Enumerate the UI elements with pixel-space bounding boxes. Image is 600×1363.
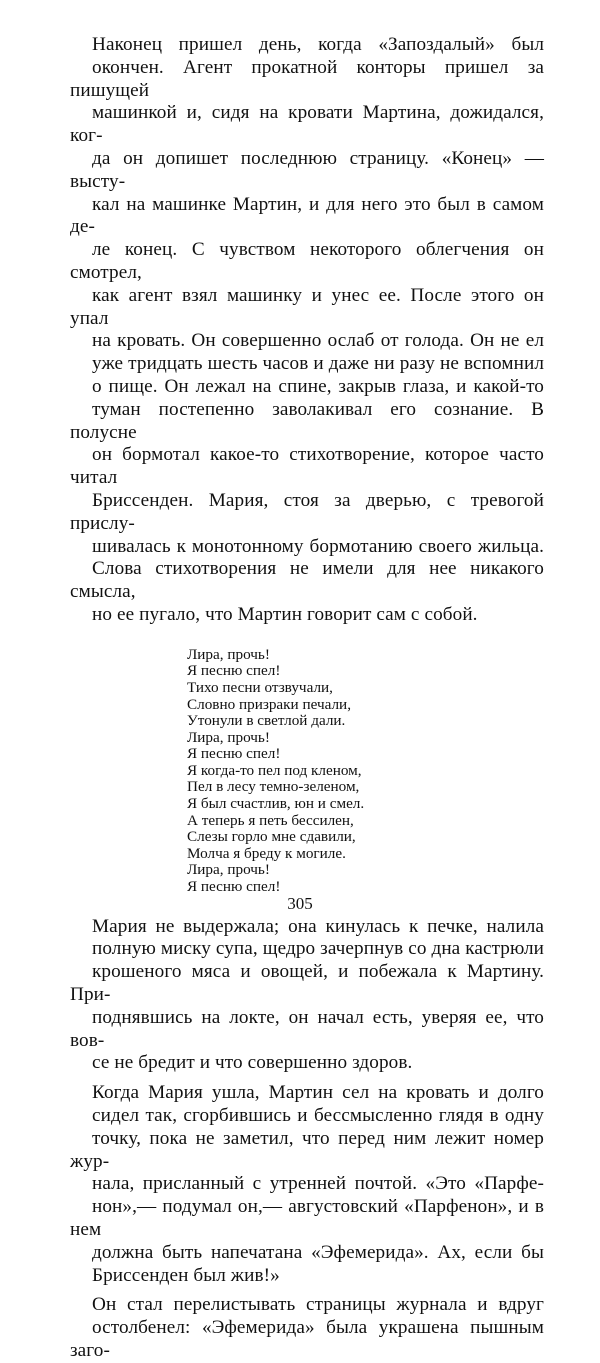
text-line: Наконец пришел день, когда «Запоздалый» был (92, 34, 544, 55)
text-line: на кровать. Он совершенно ослаб от голода. Он не ел (92, 330, 544, 352)
poem-line: Лира, прочь! (187, 645, 270, 663)
text-line: да он допишет последнюю страницу. «Конец» — высту- (70, 147, 544, 192)
poem-line: Я был счастлив, юн и смел. (187, 795, 365, 813)
text-line: полную миску супа, щедро зачерпнув со дна кастрюли (92, 938, 544, 960)
poem-line: Лира, прочь! (187, 861, 270, 879)
paragraph-2 (70, 916, 544, 1076)
text-line: Слова стихотворения не имели для нее никакого смысла, (70, 558, 544, 603)
text-line: окончен. Агент прокатной конторы пришел за пишущей (70, 56, 544, 101)
text-line: Бриссенден. Мария, стоя за дверью, с тревогой прислу- (70, 489, 544, 534)
text-line: нон»,— подумал он,— августовский «Парфенон», и в нем (70, 1196, 544, 1240)
poem-line: Молча я бреду к могиле. (187, 844, 346, 862)
text-line: уже тридцать шесть часов и даже ни разу не вспомнил (92, 353, 544, 375)
text-line: сидел так, сгорбившись и бессмысленно глядя в одну (92, 1105, 544, 1126)
text-line: как агент взял машинку и унес ее. После этого он упал (70, 284, 544, 329)
poem-line: Я песню спел! (187, 878, 281, 896)
text-line: кал на машинке Мартин, и для него это был в самом де- (70, 193, 544, 238)
poem-line: Пел в лесу темно-зеленом, (187, 778, 360, 796)
page-number: 305 (287, 894, 313, 913)
text-line: ле конец. С чувством некоторого облегчения он смотрел, (70, 239, 544, 283)
text-line: Он стал перелистывать страницы журнала и вдруг (92, 1294, 544, 1316)
text-line: крошеного мяса и овощей, и побежала к Мартину. При- (70, 961, 544, 1006)
poem-line: Слезы горло мне сдавили, (187, 828, 356, 846)
paragraph-1 (70, 34, 544, 627)
poem-line: Я когда-то пел под кленом, (187, 761, 362, 779)
text-line: точку, пока не заметил, что перед ним лежит номер жур- (70, 1127, 544, 1172)
text-line: Когда Мария ушла, Мартин сел на кровать и долго (92, 1082, 544, 1104)
text-line: се не бредит и что совершенно здоров. (92, 1052, 413, 1074)
paragraph-3 (70, 1082, 544, 1287)
poem-line: Словно призраки печали, (187, 695, 351, 713)
text-line: должна быть напечатана «Эфемерида». Ах, если бы (92, 1241, 544, 1263)
text-line: Мария не выдержала; она кинулась к печке, налила (92, 915, 544, 937)
text-line: машинкой и, сидя на кровати Мартина, дожидался, ког- (70, 102, 544, 147)
text-line: поднявшись на локте, он начал есть, уверяя ее, что вов- (70, 1006, 544, 1051)
text-line: Бриссенден был жив!» (92, 1264, 280, 1286)
text-line: нала, присланный с утренней почтой. «Это «Парфе- (92, 1173, 544, 1195)
text-line: он бормотал какое-то стихотворение, которое часто читал (70, 444, 544, 489)
poem-line: Лира, прочь! (187, 728, 270, 746)
text-line: но ее пугало, что Мартин говорит сам с собой. (92, 603, 478, 625)
text-line: о пище. Он лежал на спине, закрыв глаза, и какой-то (92, 375, 544, 397)
text-line: туман постепенно заволакивал его сознание. В полусне (70, 398, 544, 443)
poem-line: Утонули в светлой дали. (187, 712, 346, 730)
text-line: остолбенел: «Эфемерида» была украшена пышным заго- (70, 1317, 544, 1361)
poem-line: Тихо песни отзвучали, (187, 678, 333, 696)
poem (187, 647, 544, 896)
paragraph-4 (70, 1294, 544, 1362)
text-line: шивалась к монотонному бормотанию своего жильца. (92, 535, 544, 557)
poem-line: А теперь я петь бессилен, (187, 811, 354, 829)
poem-line: Я песню спел! (187, 745, 281, 763)
poem-line: Я песню спел! (187, 662, 281, 680)
